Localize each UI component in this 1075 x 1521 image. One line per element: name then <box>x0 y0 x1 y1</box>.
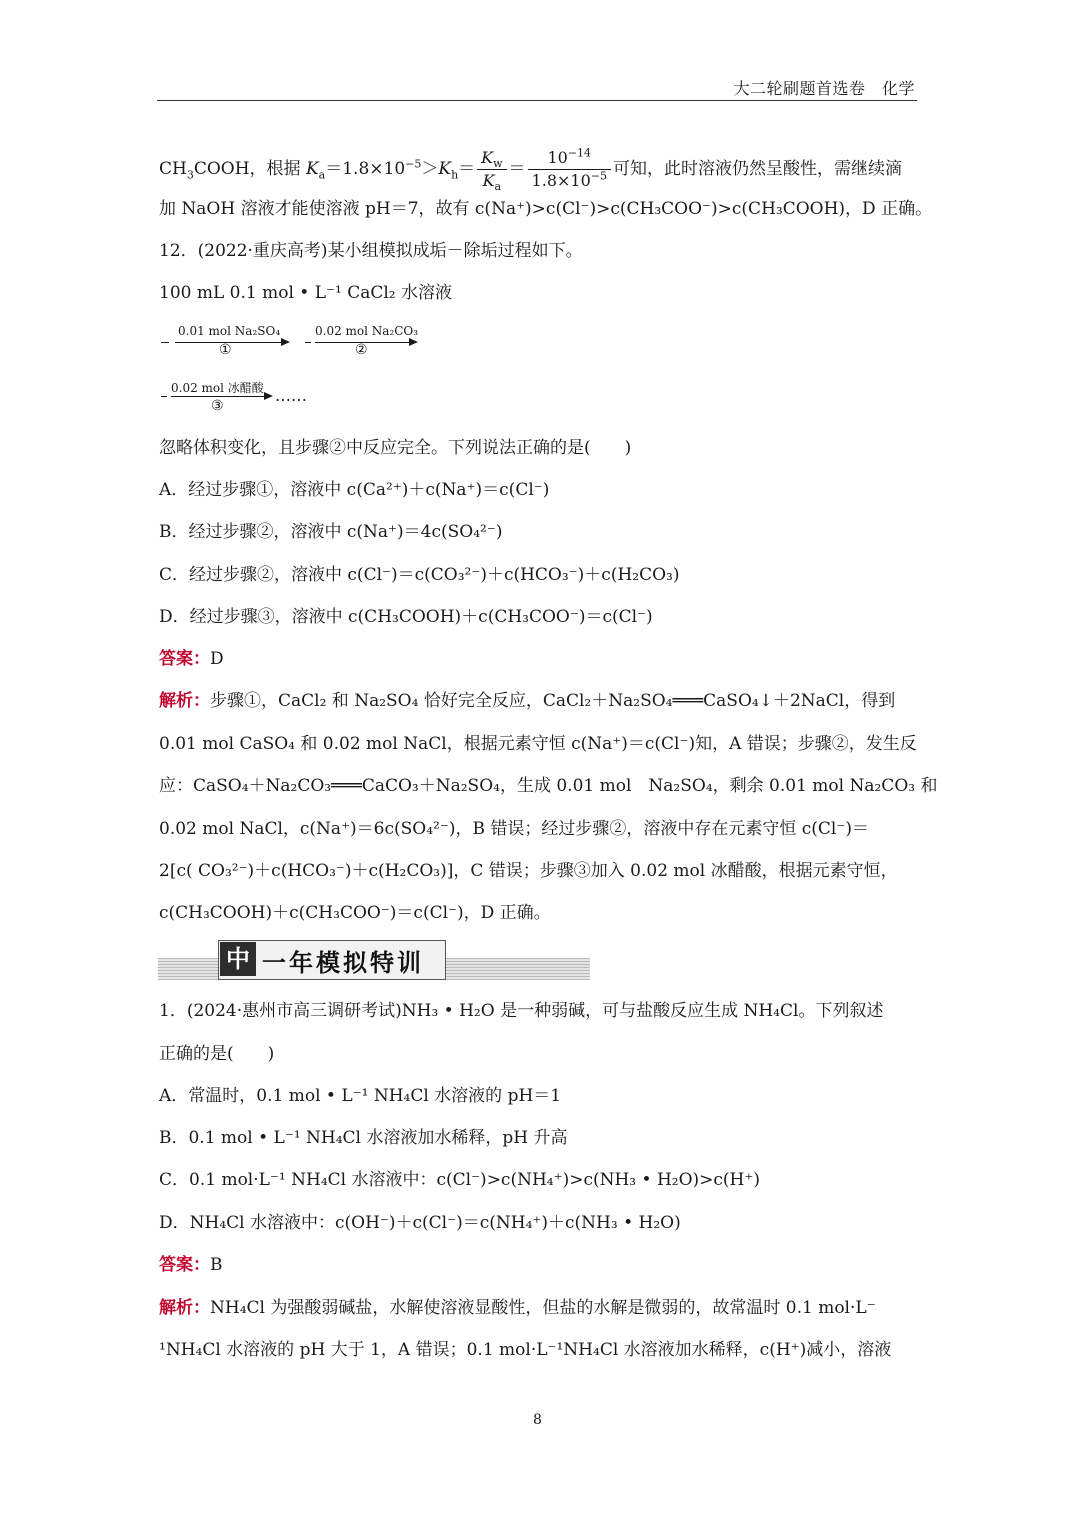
q12-analysis-5: 2[c( CO₃²⁻)＋c(HCO₃⁻)＋c(H₂CO₃)]，C 错误；步骤③加入 0.02 mol 冰醋酸，根据元素守恒， <box>159 861 898 881</box>
prev-line-2: 加 NaOH 溶液才能使溶液 pH＝7，故有 c(Na⁺)>c(Cl⁻)>c(CH₃COO⁻)>c(CH₃COOH)，D 正确。 <box>159 199 933 219</box>
q1-option-c: C．0.1 mol·L⁻¹ NH₄Cl 水溶液中：c(Cl⁻)>c(NH₄⁺)>c(NH₃ • H₂O)>c(H⁺) <box>159 1170 760 1190</box>
answer-value: B <box>210 1255 223 1275</box>
q1-stem-1: 1．(2024·惠州市高三调研考试)NH₃ • H₂O 是一种弱碱，可与盐酸反应生成 NH₄Cl。下列叙述 <box>159 1001 884 1021</box>
text: CH <box>159 159 187 179</box>
answer-value: D <box>210 649 224 669</box>
q12-option-c: C．经过步骤②，溶液中 c(Cl⁻)＝c(CO₃²⁻)＋c(HCO₃⁻)＋c(H₂CO₃) <box>159 565 680 585</box>
q1-option-a: A．常温时，0.1 mol • L⁻¹ NH₄Cl 水溶液的 pH＝1 <box>159 1086 562 1106</box>
step3-arrow <box>161 378 321 414</box>
q12-answer <box>159 648 224 670</box>
q12-analysis-6: c(CH₃COOH)＋c(CH₃COO⁻)＝c(Cl⁻)，D 正确。 <box>159 903 551 923</box>
step3-num: ③ <box>211 398 224 414</box>
q12-option-d: D．经过步骤③，溶液中 c(CH₃COOH)＋c(CH₃COO⁻)＝c(Cl⁻) <box>159 607 653 627</box>
step2-arrow <box>305 322 420 358</box>
q1-option-d: D．NH₄Cl 水溶液中：c(OH⁻)＋c(Cl⁻)＝c(NH₄⁺)＋c(NH₃ • H₂O) <box>159 1213 681 1233</box>
q1-option-b: B．0.1 mol • L⁻¹ NH₄Cl 水溶液加水稀释，pH 升高 <box>159 1128 568 1148</box>
analysis-label: 解析： <box>159 1298 210 1318</box>
q12-analysis-1 <box>159 690 895 712</box>
answer-label: 答案： <box>159 1255 210 1275</box>
q12-option-b: B．经过步骤②，溶液中 c(Na⁺)＝4c(SO₄²⁻) <box>159 522 503 542</box>
step1-arrow <box>161 322 291 358</box>
q12-option-a: A．经过步骤①，溶液中 c(Ca²⁺)＋c(Na⁺)＝c(Cl⁻) <box>159 480 550 500</box>
page-number: 8 <box>533 1412 542 1428</box>
ellipsis: …… <box>275 386 307 405</box>
q12-prompt: 忽略体积变化，且步骤②中反应完全。下列说法正确的是( ) <box>159 438 632 458</box>
q1-answer <box>159 1254 223 1276</box>
q12-solution: 100 mL 0.1 mol • L⁻¹ CaCl₂ 水溶液 <box>159 283 453 303</box>
q12-analysis-3: 应：CaSO₄＋Na₂CO₃═══CaCO₃＋Na₂SO₄，生成 0.01 mol Na₂SO₄，剩余 0.01 mol Na₂CO₃ 和 <box>159 776 938 796</box>
q12-stem: 12．(2022·重庆高考)某小组模拟成垢－除垢过程如下。 <box>159 241 583 261</box>
q1-analysis-2: ¹NH₄Cl 水溶液的 pH 大于 1，A 错误；0.1 mol·L⁻¹NH₄Cl 水溶液加水稀释，c(H⁺)减小，溶液 <box>159 1340 892 1360</box>
text: COOH，根据 <box>193 159 301 179</box>
q12-analysis-4: 0.02 mol NaCl，c(Na⁺)＝6c(SO₄²⁻)，B 错误；经过步骤②，溶液中存在元素守恒 c(Cl⁻)＝ <box>159 819 869 839</box>
step2-num: ② <box>355 342 368 358</box>
fraction-values: $\frac{10^{-14}}{1.8\times 10^{-5}}$ <box>528 148 611 191</box>
step1-label: 0.01 mol Na₂SO₄ <box>178 324 281 338</box>
text: 10 <box>547 148 568 167</box>
text: 可知，此时溶液仍然呈酸性，需继续滴 <box>612 159 902 179</box>
step2-label: 0.02 mol Na₂CO₃ <box>315 324 419 338</box>
fraction-kw-ka: $\frac{K_w}{K_a}$ <box>477 148 506 191</box>
q1-stem-2: 正确的是( ) <box>159 1044 275 1064</box>
text: 1.8×10 <box>531 171 591 190</box>
step1-num: ① <box>219 342 232 358</box>
header-title: 大二轮刷题首选卷 化学 <box>733 79 915 98</box>
prev-line-1: $CH_3COOH$，根据 $K_a=1.8\times 10^{-5}>K_h=$ $\frac{K_w}{K_a}$ ＝ $\frac{10^{-14}}{1.8\times 10^{-5}}$ 可知，此时溶液仍然呈酸性，需继续滴 <box>159 146 902 194</box>
q12-analysis-2: 0.01 mol CaSO₄ 和 0.02 mol NaCl，根据元素守恒 c(Na⁺)＝c(Cl⁻)知，A 错误；步骤②，发生反 <box>159 734 917 754</box>
section-icon: 中 <box>220 942 256 976</box>
q1-analysis-1 <box>159 1297 876 1319</box>
answer-label: 答案： <box>159 649 210 669</box>
section-banner <box>158 940 590 982</box>
analysis-text: 步骤①，CaCl₂ 和 Na₂SO₄ 恰好完全反应，CaCl₂＋Na₂SO₄═══CaSO₄↓＋2NaCl，得到 <box>210 691 896 711</box>
section-title: 一年模拟特训 <box>262 949 424 977</box>
analysis-text: NH₄Cl 为强酸弱碱盐，水解使溶液显酸性，但盐的水解是微弱的，故常温时 0.1 mol·L⁻ <box>210 1298 876 1318</box>
page-header <box>157 76 917 101</box>
text: ＞ <box>421 159 439 179</box>
step3-label: 0.02 mol 冰醋酸 <box>171 381 264 395</box>
analysis-label: 解析： <box>159 691 210 711</box>
text: ＝1.8×10 <box>325 159 406 179</box>
